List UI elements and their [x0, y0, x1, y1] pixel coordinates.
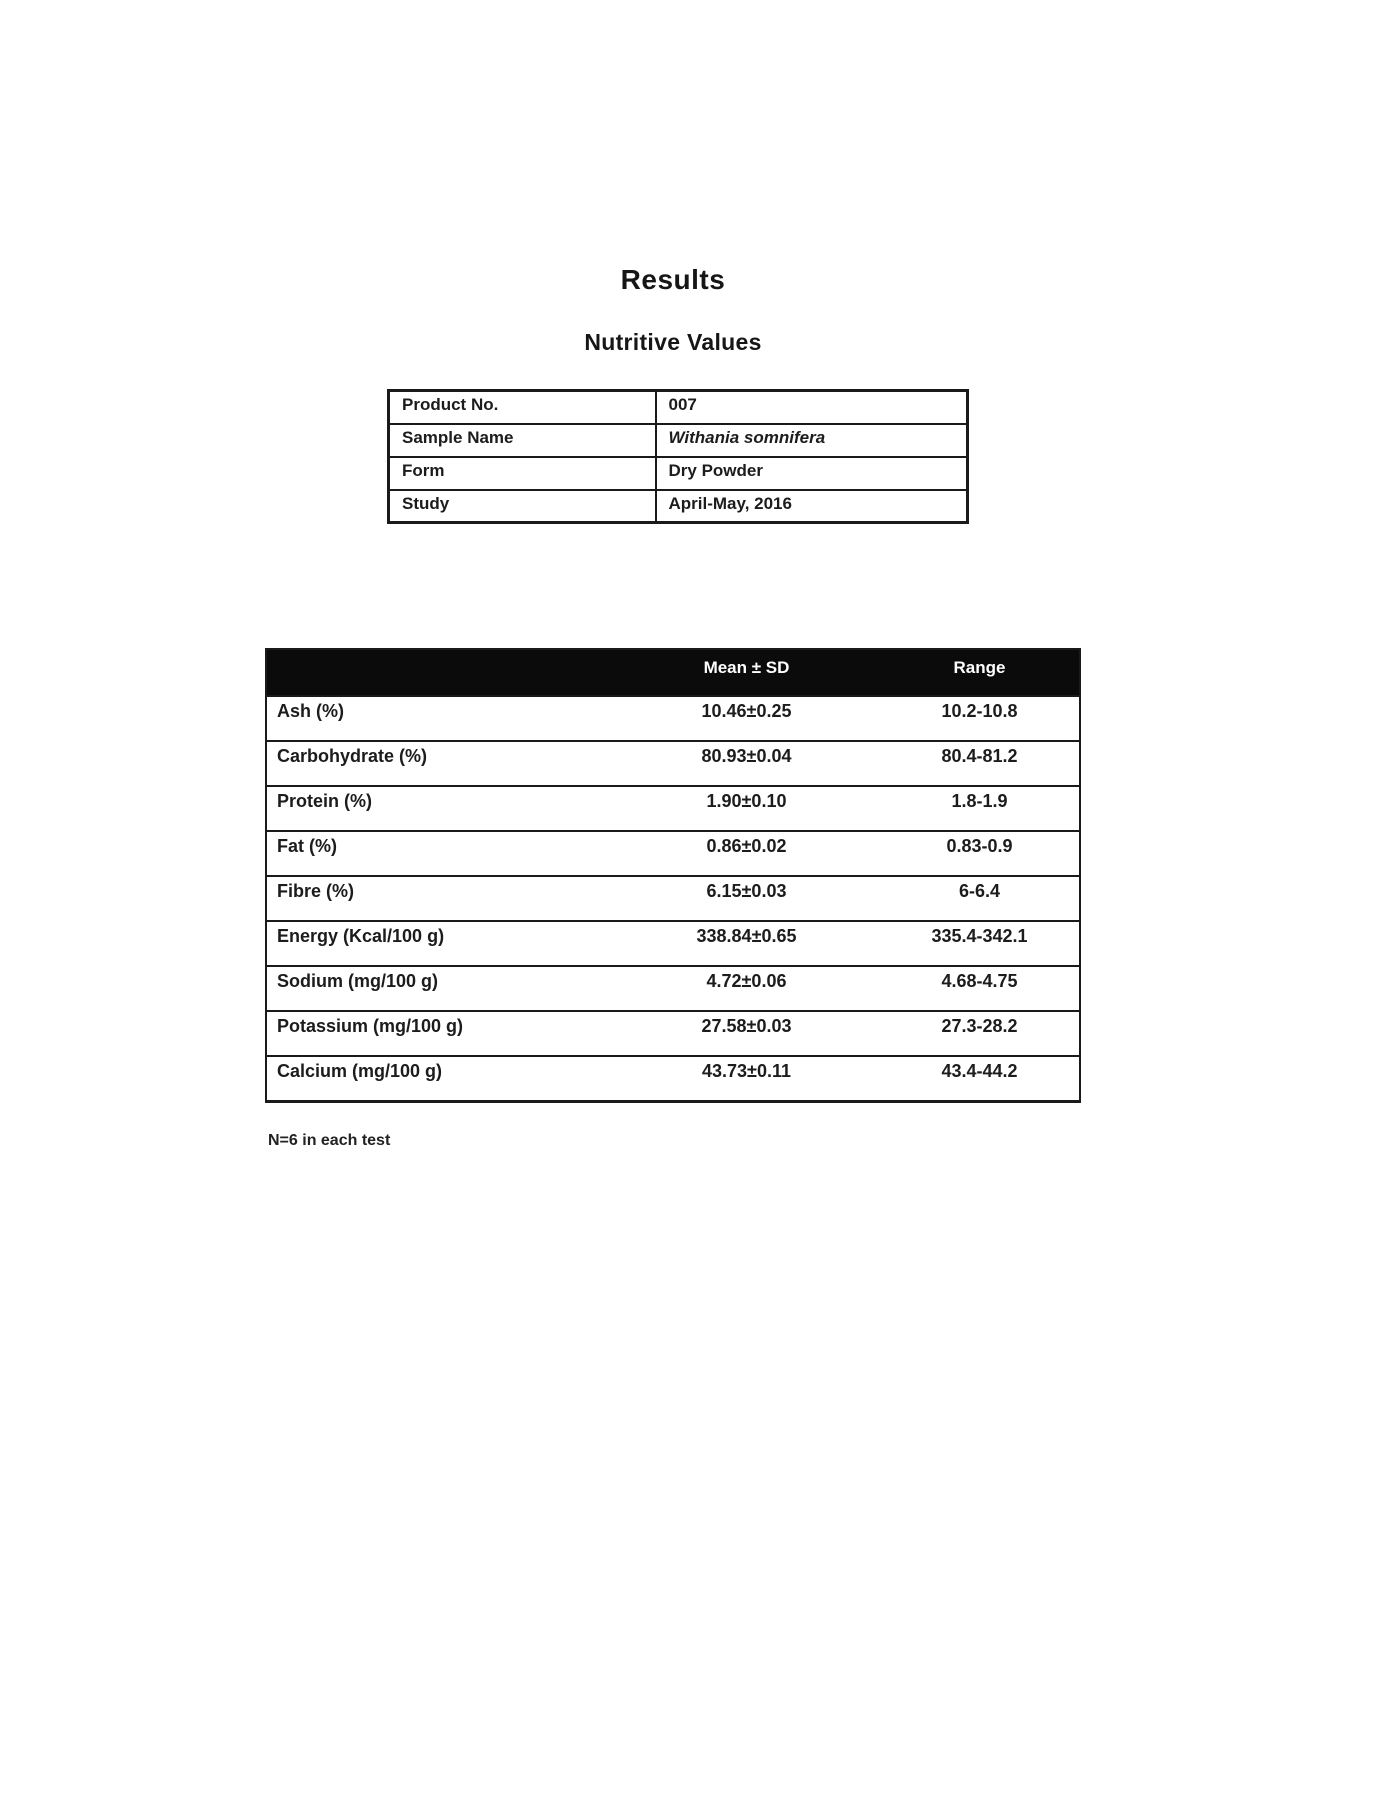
table-row	[266, 831, 1080, 876]
product-info-row	[389, 424, 968, 457]
table-row	[266, 696, 1080, 741]
range-cell: 335.4-342.1	[880, 921, 1080, 966]
mean-sd-cell: 4.72±0.06	[613, 966, 880, 1011]
product-info-table	[387, 389, 969, 524]
range-cell: 10.2-10.8	[880, 696, 1080, 741]
product-field-label: Form	[389, 457, 656, 490]
table-row	[266, 741, 1080, 786]
table-row	[266, 966, 1080, 1011]
table-row	[266, 1011, 1080, 1056]
range-cell: 6-6.4	[880, 876, 1080, 921]
table-row	[266, 786, 1080, 831]
table-row	[266, 876, 1080, 921]
range-cell: 0.83-0.9	[880, 831, 1080, 876]
table-header-row	[266, 649, 1080, 696]
table-row	[266, 921, 1080, 966]
mean-sd-cell: 80.93±0.04	[613, 741, 880, 786]
product-field-label: Product No.	[389, 391, 656, 424]
mean-sd-cell: 338.84±0.65	[613, 921, 880, 966]
range-cell: 4.68-4.75	[880, 966, 1080, 1011]
table-footnote: N=6 in each test	[268, 1132, 391, 1149]
nutritive-values-table	[265, 648, 1081, 1103]
attribute-cell: Ash (%)	[266, 696, 613, 741]
page-title: Results	[620, 264, 726, 295]
mean-sd-cell: 0.86±0.02	[613, 831, 880, 876]
range-cell: 43.4-44.2	[880, 1056, 1080, 1101]
product-field-value: Dry Powder	[656, 457, 968, 490]
mean-sd-cell: 10.46±0.25	[613, 696, 880, 741]
attribute-cell: Energy (Kcal/100 g)	[266, 921, 613, 966]
section-subtitle: Nutritive Values	[584, 329, 762, 355]
mean-sd-cell: 1.90±0.10	[613, 786, 880, 831]
product-field-value: April-May, 2016	[656, 490, 968, 523]
header-attribute-blank	[266, 649, 613, 696]
product-field-label: Study	[389, 490, 656, 523]
product-info-row	[389, 457, 968, 490]
header-mean-sd: Mean ± SD	[613, 649, 880, 696]
attribute-cell: Fat (%)	[266, 831, 613, 876]
header-range: Range	[880, 649, 1080, 696]
range-cell: 27.3-28.2	[880, 1011, 1080, 1056]
attribute-cell: Calcium (mg/100 g)	[266, 1056, 613, 1101]
range-cell: 80.4-81.2	[880, 741, 1080, 786]
attribute-cell: Fibre (%)	[266, 876, 613, 921]
mean-sd-cell: 43.73±0.11	[613, 1056, 880, 1101]
mean-sd-cell: 6.15±0.03	[613, 876, 880, 921]
attribute-cell: Sodium (mg/100 g)	[266, 966, 613, 1011]
attribute-cell: Carbohydrate (%)	[266, 741, 613, 786]
range-cell: 1.8-1.9	[880, 786, 1080, 831]
attribute-cell: Protein (%)	[266, 786, 613, 831]
product-info-row	[389, 490, 968, 523]
product-field-value: 007	[656, 391, 968, 424]
mean-sd-cell: 27.58±0.03	[613, 1011, 880, 1056]
table-row	[266, 1056, 1080, 1101]
product-field-label: Sample Name	[389, 424, 656, 457]
product-field-value: Withania somnifera	[656, 424, 968, 457]
product-info-row	[389, 391, 968, 424]
attribute-cell: Potassium (mg/100 g)	[266, 1011, 613, 1056]
